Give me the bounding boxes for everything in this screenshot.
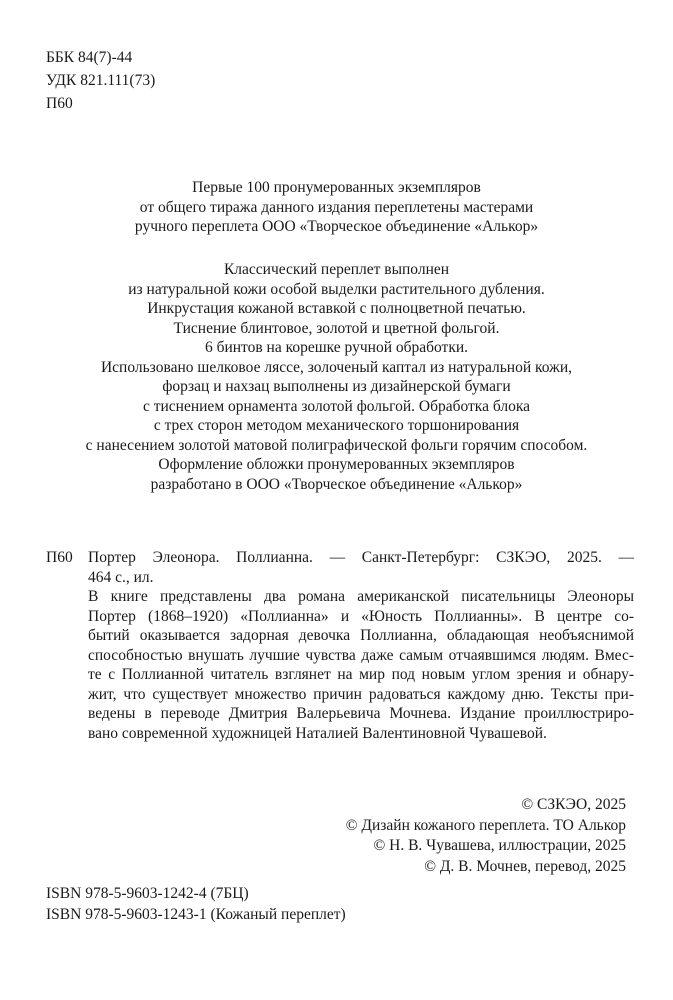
binding-description [20, 260, 653, 494]
annotation-line: ведены в переводе Дмитрия Валерьевича Мочнева. Издание проиллюстриро- [88, 705, 634, 722]
binding-line: Использовано шелковое ляссе, золоченый каптал из натуральной кожи, [100, 358, 573, 376]
catalog-pages: 464 с., ил. [88, 568, 154, 586]
isbn-line: ISBN 978-5-9603-1243-1 (Кожаный переплет) [46, 906, 346, 923]
annotation-line: жит, что существует множество причин радоваться каждому дню. Тексты при- [88, 685, 634, 703]
binding-line: с трех сторон методом механического торшонирования [153, 417, 520, 434]
catalog-index: П60 [46, 549, 73, 566]
copyright-block [346, 795, 626, 877]
udk-code: УДК 821.111(73) [46, 72, 156, 89]
catalog-entry [46, 548, 634, 743]
catalog-title: Портер Элеонора. Поллианна. — Санкт-Петербург: СЗКЭО, 2025. — [88, 549, 634, 566]
annotation-line: бытий оказывается задорная девочка Поллианна, обладающая необъяснимой [88, 627, 634, 644]
copyright-line: © Дизайн кожаного переплета. ТО Алькор [345, 816, 626, 834]
binding-line: с нанесением золотой матовой полиграфической фольги горячим способом. [85, 436, 588, 454]
bbk-code: ББК 84(7)-44 [46, 49, 133, 66]
isbn-line: ISBN 978-5-9603-1242-4 (7БЦ) [46, 885, 249, 902]
note-line: от общего тиража данного издания переплетены мастерами [139, 198, 534, 216]
binding-line: разработано в ООО «Творческое объединение «Алькор» [150, 475, 523, 493]
annotation-line: те с Поллианной читатель взглянет на мир под новым углом зрения и обнару- [88, 666, 634, 683]
binding-line: из натуральной кожи особой выделки растительного дубления. [128, 280, 545, 298]
annotation-line: Портер (1868–1920) «Поллианна» и «Юность Поллианны». В центре со- [88, 607, 634, 625]
annotation-line: вано современной художницей Наталией Валентиновной Чувашевой. [88, 724, 547, 742]
annotation-line: способностью внушать лучшие чувства даже самым отчаявшимся людям. Вмес- [88, 646, 634, 664]
annotation-line: В книге представлены два романа американской писательницы Элеоноры [88, 588, 634, 605]
catalog-header [46, 548, 634, 568]
binding-line: Оформление обложки пронумерованных экземпляров [158, 456, 515, 473]
isbn-block [46, 883, 346, 925]
copyright-line: © СЗКЭО, 2025 [521, 796, 626, 813]
binding-line: Классический переплет выполнен [223, 261, 450, 278]
binding-line: форзац и нахзац выполнены из дизайнерской бумаги [162, 378, 511, 395]
classification-codes [46, 46, 155, 115]
binding-line: 6 бинтов на корешке ручной обработки. [204, 339, 469, 356]
author-index: П60 [46, 95, 73, 112]
binding-line: Тиснение блинтовое, золотой и цветной фольгой. [173, 319, 500, 337]
binding-line: с тиснением орнамента золотой фольгой. Обработка блока [142, 397, 531, 415]
numbered-edition-note [20, 178, 653, 237]
binding-line: Инкрустация кожаной вставкой с полноцветной печатью. [147, 300, 526, 317]
note-line: Первые 100 пронумерованных экземпляров [192, 179, 481, 196]
copyright-line: © Д. В. Мочнев, перевод, 2025 [424, 857, 626, 875]
note-line: ручного переплета ООО «Творческое объединение «Алькор» [134, 218, 539, 235]
copyright-line: © Н. В. Чувашева, иллюстрации, 2025 [373, 837, 626, 854]
